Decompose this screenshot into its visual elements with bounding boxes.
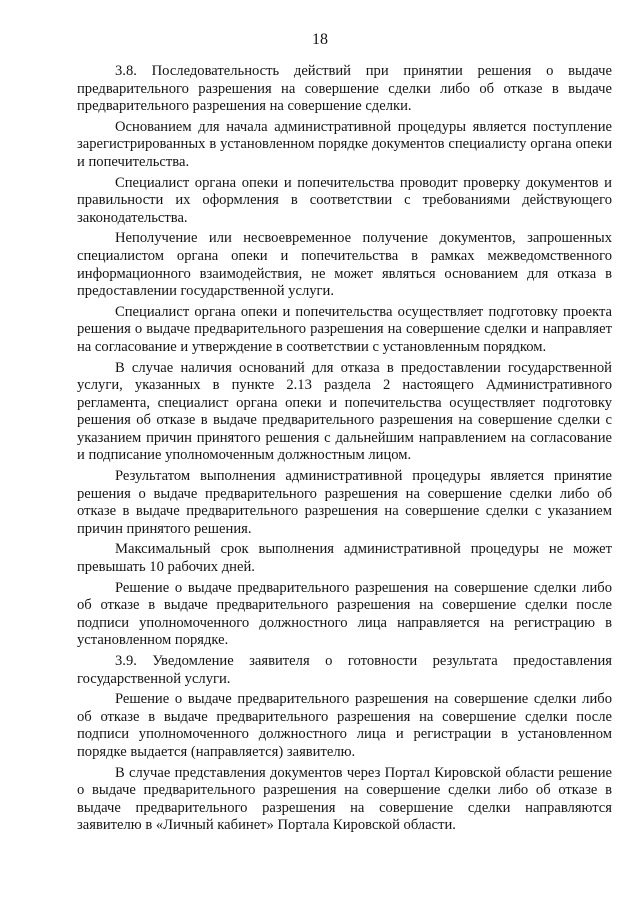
paragraph-draft-decision: Специалист органа опеки и попечительства осуществляет подготовку проекта решения о выдаче предварительного разрешения на совершение сделки и направляет на согласование и утверждение в соответствии с установленным порядком. xyxy=(77,303,612,355)
paragraph-3-9-heading: 3.9. Уведомление заявителя о готовности результата предоставления государственной услуги. xyxy=(77,653,612,687)
paragraph-registration: Решение о выдаче предварительного разрешения на совершение сделки либо об отказе в выдаче предварительного разрешения на совершение сделки после подписи уполномоченного должностного лица направляется на регистрацию в установленном порядке. xyxy=(77,579,612,649)
paragraph-max-duration: Максимальный срок выполнения административной процедуры не может превышать 10 рабочих дней. xyxy=(77,541,612,576)
paragraph-portal-delivery: В случае представления документов через Портал Кировской области решение о выдаче предварительного разрешения на совершение сделки либо об отказе в выдаче предварительного разрешения на совершение сделки направляются заявителю в «Личный кабинет» Портала Кировской области. xyxy=(77,764,612,834)
paragraph-procedure-result: Результатом выполнения административной процедуры является принятие решения о выдаче предварительного разрешения на совершение сделки либо об отказе в выдаче предварительного разрешения на совершение сделки с указанием причин принятого решения. xyxy=(77,468,612,537)
paragraph-procedure-basis: Основанием для начала административной процедуры является поступление зарегистрированных в установленном порядке документов специалисту органа опеки и попечительства. xyxy=(77,118,612,170)
paragraph-3-8-heading: 3.8. Последовательность действий при принятии решения о выдаче предварительного разрешения на совершение сделки либо об отказе в выдаче предварительного разрешения на совершение сделки. xyxy=(77,63,612,115)
paragraph-document-check: Специалист органа опеки и попечительства проводит проверку документов и правильности их оформления в соответствии с требованиями действующего законодательства. xyxy=(77,174,612,226)
page-number: 18 xyxy=(312,31,328,48)
paragraph-non-receipt: Неполучение или несвоевременное получение документов, запрошенных специалистом органа опеки и попечительства в рамках межведомственного информационного взаимодействия, не может являться основанием для отказа в предоставлении государственной услуги. xyxy=(77,230,612,300)
document-body xyxy=(77,63,612,838)
paragraph-issuance: Решение о выдаче предварительного разрешения на совершение сделки либо об отказе в выдаче предварительного разрешения на совершение сделки после подписи уполномоченного должностного лица и регистрации в установленном порядке выдается (направляется) заявителю. xyxy=(77,691,612,760)
paragraph-refusal-grounds: В случае наличия оснований для отказа в предоставлении государственной услуги, указанных в пункте 2.13 раздела 2 настоящего Административного регламента, специалист органа опеки и попечительства осуществляет подготовку решения об отказе в выдаче предварительного разрешения на совершение сделки с указанием причин принятого решения с дальнейшим направлением на согласование и подписание уполномоченным должностным лицом. xyxy=(77,359,612,464)
